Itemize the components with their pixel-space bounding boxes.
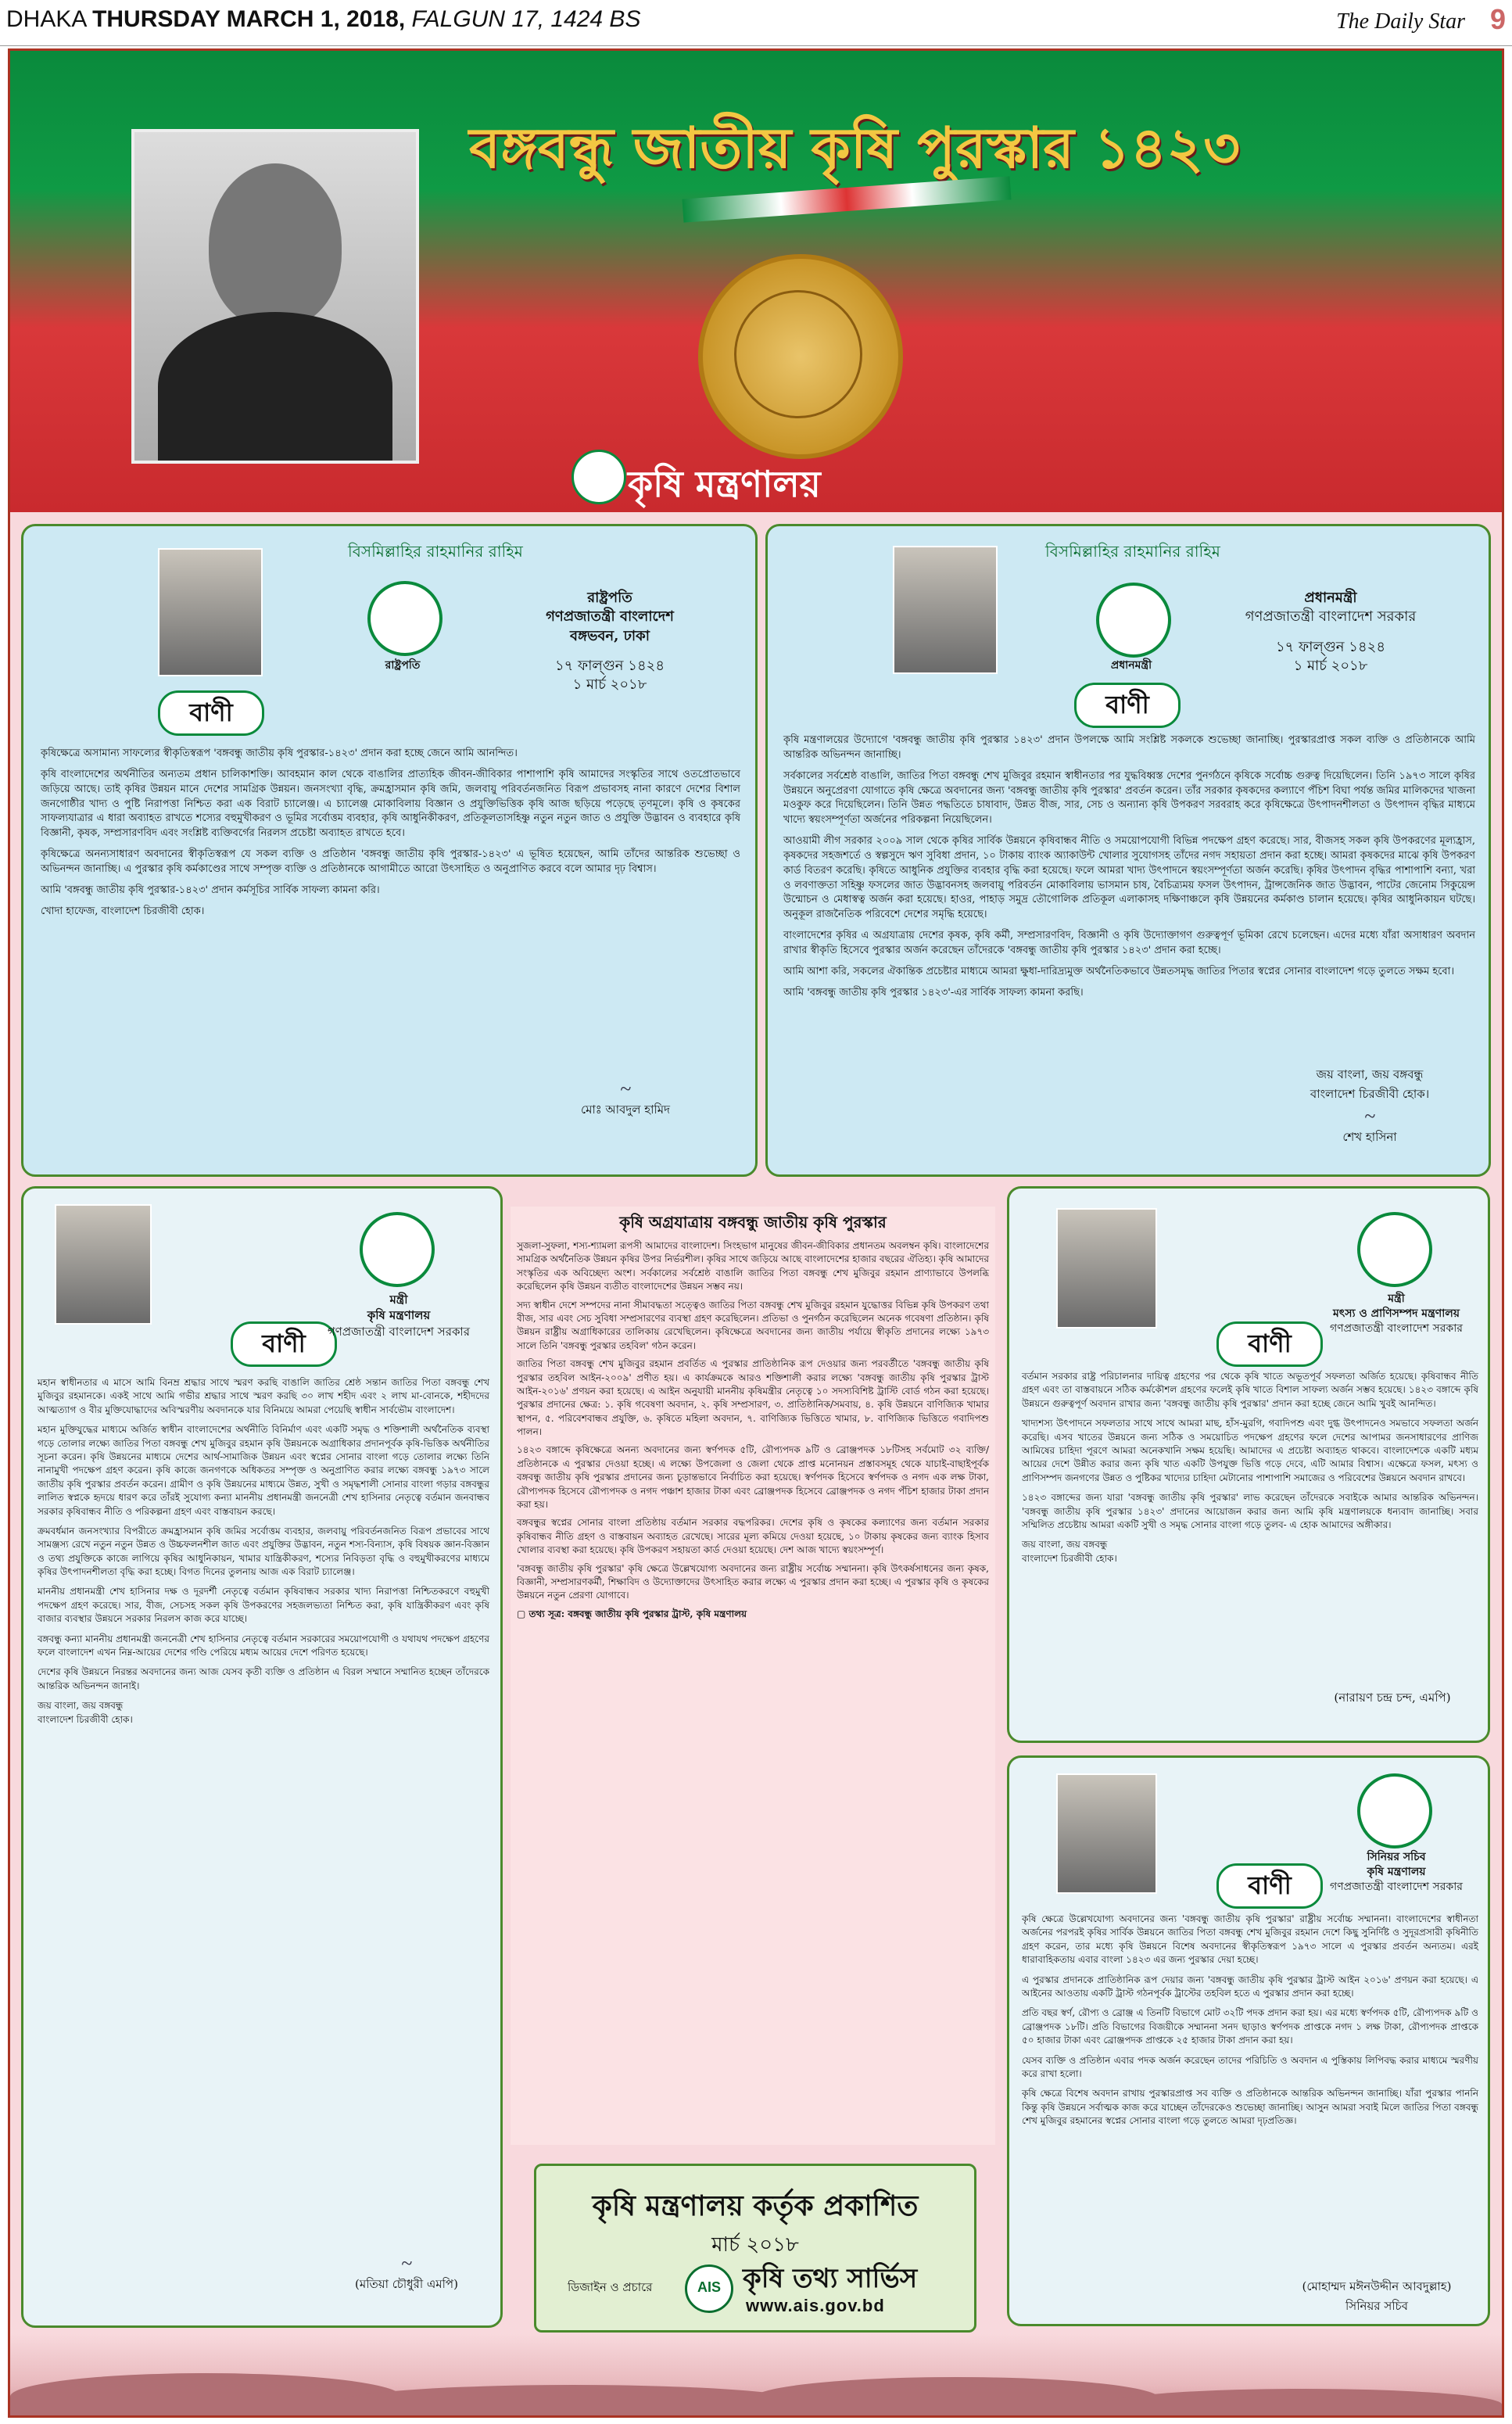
ais-url: www.ais.gov.bd <box>746 2296 885 2315</box>
paragraph: সুজলা-সুফলা, শস্য-শ্যামলা রূপসী আমাদের বাংলাদেশ। সিংহভাগ মানুষের জীবন-জীবিকার প্রধানতম অবলম্বন কৃষি। বাংলাদেশের সামগ্রিক অর্থনৈতিক উন্নয়ন কৃষির উপর নির্ভরশীল। কৃষির সাথে জড়িয়ে আছে বাংলাদেশের হাজার বছরের ঐতিহ্য। কৃষি আমাদের সংস্কৃতির এক অবিচ্ছেদ্য অংশ। সর্বকালের সর্বশ্রেষ্ঠ বাঙালি জাতির পিতা বঙ্গবন্ধু শেখ মুজিবুর রহমান প্রাণ্যাভাবে উপলব্ধি করেছিলেন কৃষি উন্নয়ন ব্যতীত বাংলাদেশের উন্নয়ন সম্ভব নয়। <box>517 1240 989 1293</box>
paragraph: ১৪২৩ বঙ্গাব্দে কৃষিক্ষেত্রে অনন্য অবদানের জন্য স্বর্ণপদক ৫টি, রৌপ্যপদক ৯টি ও ব্রোঞ্জপদক ১৮টিসহ সর্বমোট ৩২ ব্যক্তি/প্রতিষ্ঠানকে এ পুরস্কার দেওয়া হচ্ছে। এ লক্ষ্যে উপজেলা ও জেলা থেকে প্রাপ্ত মনোনয়ন প্রস্তাবসমূহ থেকে যাচাই-বাছাইপূর্বক বঙ্গবন্ধু জাতীয় কৃষি পুরস্কার প্রদানের জন্য চূড়ান্তভাবে নির্বাচিত করা হয়েছে। স্বর্ণপদক হিসেবে স্বর্ণপদক ও নগদ এক লক্ষ টাকা, রৌপ্যপদক হিসেবে রৌপ্যপদক ও নগদ পঞ্চাশ হাজার টাকা এবং ব্রোঞ্জপদক হিসেবে ব্রোঞ্জপদক ও নগদ পঁচিশ হাজার টাকা প্রদান করা হয়। <box>517 1444 989 1511</box>
paragraph: কৃষিক্ষেত্রে অনন্যসাধারণ অবদানের স্বীকৃতিস্বরূপ যে সকল ব্যক্তি ও প্রতিষ্ঠান 'বঙ্গবন্ধু জাতীয় কৃষি পুরস্কার-১৪২৩' এ ভূষিত হয়েছেন, আমি তাঁদের আন্তরিক শুভেচ্ছা ও অভিনন্দন জানাচ্ছি। এ পুরস্কার কৃষি কর্মকাণ্ডের সাথে সম্পৃক্ত ব্যক্তি ও প্রতিষ্ঠানকে আগামীতে আরো উৎসাহিত ও অনুপ্রাণিত করবে বলে আমার দৃঢ় বিশ্বাস। <box>41 848 740 875</box>
fisheries-minister-photo <box>1056 1208 1157 1329</box>
paragraph: কৃষি ক্ষেত্রে বিশেষ অবদান রাখায় পুরস্কারপ্রাপ্ত সব ব্যক্তি ও প্রতিষ্ঠানকে আন্তরিক অভিনন্দন জানাচ্ছি। যাঁরা পুরস্কার পাননি কিন্তু কৃষি উন্নয়নে সর্বাত্মক কাজ করে যাচ্ছেন তাঁদেরকেও শুভেচ্ছা জানাচ্ছি। আসুন আমরা সবাই মিলে জাতির পিতা বঙ্গবন্ধু শেখ মুজিবুর রহমানের স্বপ্নের সোনার বাংলা গড়ে তুলতে আমরা দৃঢ়প্রতিজ্ঞ। <box>1022 2088 1478 2127</box>
pm-message <box>765 524 1491 1177</box>
publication-box <box>534 2164 976 2333</box>
fisheries-seal-icon <box>1357 1212 1432 1287</box>
secretary-message-body <box>1022 1913 1478 2134</box>
paragraph: খোদা হাফেজ, বাংলাদেশ চিরজীবী হোক। <box>41 905 205 917</box>
paragraph: প্রতি বছর স্বর্ণ, রৌপ্য ও ব্রোঞ্জ এ তিনটি বিভাগে মোট ৩২টি পদক প্রদান করা হয়। এর মধ্যে স্বর্ণপদক ৫টি, রৌপ্যপদক ৯টি ও ব্রোঞ্জপদক ১৮টি। প্রতি বিভাগের বিজয়ীকে সম্মাননা সনদ ছাড়াও স্বর্ণপদক প্রাপ্তকে নগদ ১ লক্ষ টাকা, রৌপ্যপদক প্রাপ্তকে ৫০ হাজার টাকা এবং ব্রোঞ্জপদক প্রাপ্তকে ২৫ হাজার টাকা প্রদান করা হয়। <box>1022 2007 1478 2046</box>
masthead-date: DHAKA THURSDAY MARCH 1, 2018, FALGUN 17, 1424 BS <box>6 6 641 32</box>
closing-line: জয় বাংলা, জয় বঙ্গবন্ধু <box>1022 1539 1108 1551</box>
signature-scribble: ~ <box>400 2252 413 2275</box>
award-banner <box>10 51 1502 512</box>
paragraph: আমি 'বঙ্গবন্ধু জাতীয় কৃষি পুরস্কার ১৪২৩'-এর সার্বিক সাফল্য কামনা করছি। <box>783 986 1084 999</box>
paragraph: জাতির পিতা বঙ্গবন্ধু শেখ মুজিবুর রহমান প্রবর্তিত এ পুরস্কার প্রাতিষ্ঠানিক রূপ দেওয়ার জন্য পরবর্তীতে 'বঙ্গবন্ধু জাতীয় কৃষি পুরস্কার তহবিল আইন-২০০৯' প্রণীত হয়। এ কার্যক্রমকে আরও শক্তিশালী করার লক্ষ্যে 'বঙ্গবন্ধু জাতীয় কৃষি পুরস্কার ট্রাস্ট আইন-২০১৬' প্রণয়ন করা হয়েছে। এ আইন অনুযায়ী মাননীয় কৃষিমন্ত্রীর নেতৃত্বে ১০ সদস্যবিশিষ্ট ট্রাস্টি বোর্ড গঠন করা হয়েছে। পুরস্কার প্রদানের ক্ষেত্র: ১. কৃষি গবেষণা অবদান, ২. কৃষি সম্প্রসারণ, ৩. প্রাতিষ্ঠানিক/সমবায়, ৪. কৃষি উন্নয়নে বাণিজ্যিক খামার স্থাপন, ৫. পরিবেশবান্ধব প্রযুক্তি, ৬. কৃষিতে মহিলা অবদান, ৭. বাণিজ্যিক ভিত্তিতে খামার, ৮. বাণিজ্যিক ভিত্তিতে গবাদিপশু পালন। <box>517 1358 989 1438</box>
paragraph: আওয়ামী লীগ সরকার ২০০৯ সাল থেকে কৃষির সার্বিক উন্নয়নে কৃষিবান্ধব নীতি ও সময়োপযোগী বিভিন্ন পদক্ষেপ গ্রহণ করেছে। সার, বীজসহ সকল কৃষি উপকরণের মূল্যহ্রাস, কৃষকদের সহজশর্তে ও স্বল্পসুদে ঋণ সুবিধা প্রদান, ১০ টাকায় ব্যাংক অ্যাকাউন্ট খোলার সুযোগসহ তাঁদের নগদ সহায়তা প্রদান করা হচ্ছে। আমরা কৃষকদের মাঝে কৃষি উপকরণ কার্ড বিতরণ করেছি। কৃষিতে আধুনিক প্রযুক্তির ব্যবহার বৃদ্ধি করা হয়েছে। ফলে আমরা খাদ্য উৎপাদনে স্বয়ংসম্পূর্ণতা অর্জন করেছি। কৃষির উৎপাদন বৃদ্ধির পাশাপাশি বন্যা, খরা ও লবণাক্ততা সহিষ্ণু ফসলের জাত উদ্ভাবনসহ জলবায়ু পরিবর্তন মোকাবিলায় ভাসমান চাষ, বৈচিত্র্যময় ফসল উৎপাদন, ট্রান্সজেনিক জাত উদ্ভাবন, পাটের জেনোম সিকুয়েন্স উন্মোচন ও মেধাস্বত্ব অর্জন করা হয়েছে। হাওর, পাহাড় সমুদ্র তৌগোলিক প্রতিকূল এলাকাসহ দক্ষিণাঞ্চলে কৃষি উন্নয়নের কর্মকাণ্ড চালান হয়েছে। কৃষির আধুনিকায়ন ঘটছে। অনুকূল রাজনৈতিক পরিবেশে দেশের সমৃদ্ধি হয়েছে। <box>783 835 1475 921</box>
paragraph: ১৪২৩ বঙ্গাব্দের জন্য যারা 'বঙ্গবন্ধু জাতীয় কৃষি পুরস্কার' লাভ করেছেন তাঁদেরকে সবাইকে আমার আন্তরিক অভিনন্দন। 'বঙ্গবন্ধু জাতীয় কৃষি পুরস্কার ১৪২৩' প্রদানের আয়োজন করার জন্য আমি কৃষি মন্ত্রণালয়কে ধন্যবাদ জানাচ্ছি। সবার সম্মিলিত প্রচেষ্টায় আমরা একটি সুখী ও সমৃদ্ধ সোনার বাংলা গড়ে তুলব- এ হোক আমাদের অঙ্গীকার। <box>1022 1492 1478 1530</box>
bismillah-text: বিসমিল্লাহির রাহমানির রাহিম <box>348 542 523 561</box>
paragraph: বঙ্গবন্ধু কন্যা মাননীয় প্রধানমন্ত্রী জননেত্রী শেখ হাসিনার নেতৃত্বে বর্তমান সরকারের সময়োপযোগী ও যথাযথ পদক্ষেপ গ্রহণের ফলে বাংলাদেশ এখন নিম্ন-আয়ের দেশের গণ্ডি পেরিয়ে মধ্যম আয়ের দেশে পরিণত হয়েছে। <box>38 1633 489 1658</box>
paragraph: খাদ্যশস্য উৎপাদনে সফলতার সাথে সাথে আমরা মাছ, হাঁস-মুরগি, গবাদিপশু এবং দুগ্ধ উৎপাদনেও সমভাবে সফলতা অর্জন করেছি। এসব খাতের উন্নয়নে জন্য সঠিক ও সময়োচিত পদক্ষেপ গ্রহণের ফলে দেশের আপামর জনসাধারণের প্রাণিজ আমিষের চাহিদা পূরণে আমরা অনেকখানি সক্ষম হয়েছি। আমাদের এ প্রচেষ্টা অব্যাহত থাকবে। বাংলাদেশকে একটি মধ্যম আয়ের দেশে উন্নীত করার জন্য কৃষি খাত একটি উপযুক্ত ভিত্তি গড়ে দেবে, এটি আমার বিশ্বাস। এক্ষেত্রে ফসল, মৎস্য ও প্রাণিসম্পদ জনগণের উন্নত ও পুষ্টিকর খাদ্যের চাহিদা মেটানোর পাশাপাশি সমাজের ও পরিবেশের উন্নয়নে অবদান রাখবে। <box>1022 1418 1478 1483</box>
paragraph: যেসব ব্যক্তি ও প্রতিষ্ঠান এবার পদক অর্জন করেছেন তাদের পরিচিতি ও অবদান এ পুস্তিকায় লিপিবদ্ধ করার মাধ্যমে স্মরণীয় করে রাখা হলো। <box>1022 2054 1478 2079</box>
ministry-logo-icon <box>571 450 626 504</box>
paragraph: এ পুরস্কার প্রদানকে প্রাতিষ্ঠানিক রূপ দেয়ার জন্য 'বঙ্গবন্ধু জাতীয় কৃষি পুরস্কার ট্রাস্ট আইন ২০১৬' প্রণয়ন করা হয়েছে। এ আইনের আওতায় একটি ট্রাস্ট গঠনপূর্বক ট্রাস্টের তহবিল হতে এ পুরস্কার প্রদান করা হচ্ছে। <box>1022 1974 1478 1999</box>
banner-title: বঙ্গবন্ধু জাতীয় কৃষি পুরস্কার ১৪২৩ <box>468 114 1241 181</box>
publication-title: কৃষি মন্ত্রণালয় কর্তৃক প্রকাশিত <box>592 2189 919 2222</box>
article-title: কৃষি অগ্রযাত্রায় বঙ্গবন্ধু জাতীয় কৃষি পুরস্কার <box>619 1213 887 1232</box>
paragraph: ক্রমবর্ধমান জনসংখ্যার বিপরীতে ক্রমহ্রাসমান কৃষি জমির সর্বোত্তম ব্যবহার, জলবায়ু পরিবর্তনজনিত বিরূপ প্রভাবের সাথে সামঞ্জস্য রেখে নতুন নতুন উন্নত ও উচ্চফলনশীল জাত এবং প্রযুক্তির উদ্ভাবন, নতুন শস্য-বিন্যাস, কৃষি বিষয়ক জ্ঞান-বিজ্ঞান ও তথ্য প্রযুক্তিকে কাজে লাগিয়ে কৃষির আধুনিকায়ন, খামার যান্ত্রিকীকরণ, শস্যের নিবিড়তা বৃদ্ধি ও বহুমুখীকরণের মাধ্যমে কৃষির উৎপাদনশীলতা বৃদ্ধি করা হচ্ছে। বিগত দিনের তুলনায় আজ এক বিরাট চ্যালেঞ্জ। <box>38 1525 489 1578</box>
pm-photo <box>893 546 998 674</box>
seal-caption: রাষ্ট্রপতি <box>385 659 421 672</box>
seal-caption: প্রধানমন্ত্রী <box>1110 659 1152 672</box>
vani-badge: বাণী <box>1074 683 1181 728</box>
fisheries-signature: (নারায়ণ চন্দ্র চন্দ, এমপি) <box>1334 1691 1451 1705</box>
pm-header: প্রধানমন্ত্রী গণপ্রজাতন্ত্রী বাংলাদেশ সরকার ১৭ ফাল্গুন ১৪২৪ ১ মার্চ ২০১৮ <box>1245 590 1417 674</box>
minister-message-body <box>38 1376 489 1733</box>
fisheries-message-body <box>1022 1370 1478 1572</box>
page-number: 9 <box>1489 3 1506 35</box>
bangabandhu-portrait <box>131 129 419 464</box>
pm-seal-icon <box>1096 583 1171 658</box>
signature-scribble: ~ <box>1363 1105 1376 1128</box>
ais-name: কৃষি তথ্য সার্ভিস <box>743 2263 918 2294</box>
award-medal-icon <box>698 254 903 459</box>
pm-message-body <box>783 733 1475 1007</box>
article-source: ▢ তথ্য সূত্র: বঙ্গবন্ধু জাতীয় কৃষি পুরস্কার ট্রাস্ট, কৃষি মন্ত্রণালয় <box>517 1608 747 1619</box>
secretary-seal-icon <box>1357 1773 1432 1848</box>
masthead <box>0 0 1512 46</box>
minister-photo <box>55 1204 152 1325</box>
president-photo <box>158 548 263 676</box>
paragraph: দেশের কৃষি উন্নয়নে নিরন্তর অবদানের জন্য আজ যেসব কৃতী ব্যক্তি ও প্রতিষ্ঠান এ বিরল সম্মানে সম্মানিত হচ্ছেন তাঁদেরকে আন্তরিক অভিনন্দন জানাই। <box>38 1666 489 1691</box>
minister-signature: ~ (মতিয়া চৌধুরী এমপি) <box>328 2252 485 2295</box>
vani-badge: বাণী <box>1216 1863 1323 1909</box>
president-signature: ~ মোঃ আবদুল হামিদ <box>539 1078 711 1121</box>
ais-logo-icon: AIS <box>685 2264 733 2313</box>
closing-line: জয় বাংলা, জয় বঙ্গবন্ধু <box>38 1700 124 1712</box>
minister-header: মন্ত্রী কৃষি মন্ত্রণালয় গণপ্রজাতন্ত্রী বাংলাদেশ সরকার <box>327 1293 471 1339</box>
publication-date: মার্চ ২০১৮ <box>711 2233 799 2257</box>
paragraph: বর্তমান সরকার রাষ্ট্র পরিচালনার দায়িত্ব গ্রহণের পর থেকে কৃষি খাতে অভূতপূর্ব সফলতা অর্জিত হয়েছে। কৃষিবান্ধব নীতি গ্রহণ এবং তা বাস্তবায়নে সঠিক কর্মকৌশল গ্রহণের ফলেই কৃষি খাতে বিশাল সাফল্য অর্জন সম্ভব হয়েছে। ১৪২৩ বঙ্গাব্দে কৃষি উন্নয়নে গুরুত্বপূর্ণ অবদান রাখার জন্য 'বঙ্গবন্ধু জাতীয় কৃষি পুরস্কার' প্রদান করা হচ্ছে জেনে আমি খুবই আনন্দিত। <box>1022 1371 1478 1409</box>
secretary-signature: (মোহাম্মদ মঈনউদ্দীন আবদুল্লাহ) সিনিয়র সচিব <box>1302 2279 1452 2313</box>
paragraph: কৃষি বাংলাদেশের অর্থনীতির অন্যতম প্রধান চালিকাশক্তি। আবহমান কাল থেকে বাঙালির প্রাত্যহিক জীবন-জীবিকার পাশাপাশি কৃষি আমাদের সংস্কৃতির সাথে ওতপ্রোতভাবে জড়িয়ে আছে। তাই কৃষির উন্নয়ন মানে দেশের সামগ্রিক উন্নয়ন। জনসংখ্যা বৃদ্ধি, ক্রমহ্রাসমান কৃষি জমি, জলবায়ু পরিবর্তনজনিত বিরূপ প্রভাবসহ নানা কারণে দেশের বিশাল জনগোষ্ঠীর খাদ্য ও পুষ্টি নিরাপত্তা নিশ্চিত করা এক বিরাট চ্যালেঞ্জ। এ চ্যালেঞ্জ মোকাবিলায় বিজ্ঞান ও প্রযুক্তিভিত্তিক কৃষি আজ ছড়িয়ে পড়েছে তৃণমূলে। কৃষি ও কৃষকের সাফল্যযাত্রার এ ধারা অব্যাহত রাখতে শস্যের বহুমুখীকরণ ও ভূমির সর্বোত্তম ব্যবহার, কৃষি আধুনিকীকরণ, প্রতিকূলতাসহিষ্ণু নতুন নতুন জাত ও প্রযুক্তি উদ্ভাবন ও ব্যবহারে কৃষি বিজ্ঞানী, কৃষক, সম্প্রসারণবিদ এবং সংশ্লিষ্ট ব্যক্তিবর্গের নিরলস প্রচেষ্টা অব্যাহত রাখতে হবে। <box>41 768 740 840</box>
president-message-body <box>41 747 740 925</box>
design-credit: ডিজাইন ও প্রচারে <box>568 2280 653 2294</box>
paragraph: কৃষি মন্ত্রণালয়ের উদ্যোগে 'বঙ্গবন্ধু জাতীয় কৃষি পুরস্কার ১৪২৩' প্রদান উপলক্ষে আমি সংশ্লিষ্ট সকলকে শুভেচ্ছা জানাচ্ছি। পুরস্কারপ্রাপ্ত সকল ব্যক্তি ও প্রতিষ্ঠানকে আমি আন্তরিক অভিনন্দন জানাচ্ছি। <box>783 734 1475 761</box>
paragraph: মহান স্বাধীনতার এ মাসে আমি বিনম্র শ্রদ্ধার সাথে স্মরণ করছি বাঙালি জাতির শ্রেষ্ঠ সন্তান জাতির পিতা বঙ্গবন্ধু শেখ মুজিবুর রহমানকে। একই সাথে আমি গভীর শ্রদ্ধার সাথে স্মরণ করছি ৩০ লাখ শহীদ এবং ২ লাখ মা-বোনকে, শহীদদের আত্মত্যাগ ও বীর মুক্তিযোদ্ধাদের অবিস্মরণীয় অবদানকে যার বিনিময়ে আমরা পেয়েছি স্বাধীন সার্বভৌম বাংলাদেশ। <box>38 1377 489 1415</box>
paragraph: মাননীয় প্রধানমন্ত্রী শেখ হাসিনার দক্ষ ও দূরদর্শী নেতৃত্বে বর্তমান কৃষিবান্ধব সরকার খাদ্য নিরাপত্তা নিশ্চিতকরণে বহুমুখী পদক্ষেপ গ্রহণ করেছে। সার, বীজ, সেচসহ সকল কৃষি উপকরণের সহজলভ্যতা নিশ্চিত করা, কৃষি যান্ত্রিকীকরণ এবং কৃষি বাজার ব্যবস্থার উন্নয়নে সরকার নিরলস কাজ করে যাচ্ছে। <box>38 1586 489 1625</box>
vani-badge: বাণী <box>1216 1321 1323 1367</box>
pm-closing: জয় বাংলা, জয় বঙ্গবন্ধু বাংলাদেশ চিরজীবী হোক। ~ শেখ হাসিনা <box>1268 1066 1471 1148</box>
farm-scene-illustration <box>10 2334 1502 2418</box>
newspaper-logo: The Daily Star <box>1336 9 1465 34</box>
minister-message <box>21 1186 503 2328</box>
paragraph: কৃষি ক্ষেত্রে উল্লেখযোগ্য অবদানের জন্য 'বঙ্গবন্ধু জাতীয় কৃষি পুরস্কার' রাষ্ট্রীয় সর্বোচ্চ সম্মাননা। বাংলাদেশের স্বাধীনতা অর্জনের পরপরই কৃষির সার্বিক উন্নয়নে জাতির পিতা বঙ্গবন্ধু শেখ মুজিবুর রহমান দেশে কিছু সুনির্দিষ্ট ও সুদূরপ্রসারী কৃষিনীতি গ্রহণ করেন, তার মধ্যে কৃষি উন্নয়নে বিশেষ অবদানের স্বীকৃতিস্বরূপ ১৯৭৩ সালে এ পুরস্কার প্রবর্তন অন্যতম। এরই ধারাবাহিকতায় এবার বাংলা ১৪২৩ এর জন্য পুরস্কার দেয়া হচ্ছে। <box>1022 1913 1478 1966</box>
paragraph: সর্বকালের সর্বশ্রেষ্ঠ বাঙালি, জাতির পিতা বঙ্গবন্ধু শেখ মুজিবুর রহমান স্বাধীনতার পর যুদ্ধবিধ্বস্ত দেশের পুনর্গঠনে কৃষিকে সর্বোচ্চ গুরুত্ব দিয়েছিলেন। তিনি ১৯৭৩ সালে কৃষির উন্নয়নে অনুপ্রেরণা যোগাতে কৃষি ক্ষেত্রে অবদানের জন্য 'বঙ্গবন্ধু জাতীয় কৃষি পুরস্কার' প্রবর্তন করেন। তাঁর সরকার কৃষকদের কল্যাণে পঁচিশ বিঘা পর্যন্ত জমির মালিকদের খাজনা মওকুফ করে দিয়েছিলেন। তিনি উন্নত পদ্ধতিতে চাষাবাদ, উন্নত বীজ, সার, সেচ ও অন্যান্য কৃষি উপকরণ সরবরাহ করে কৃষিক্ষেত্রে উৎপাদনশীলতা ও উৎপাদন বৃদ্ধির মাধ্যমে খাদ্যে স্বয়ংসম্পূর্ণতা অর্জনের পরিকল্পনা নিয়েছিলেন। <box>783 769 1475 827</box>
feature-article <box>511 1207 995 2145</box>
ministry-seal-icon <box>360 1212 435 1287</box>
closing-line: বাংলাদেশ চিরজীবী হোক। <box>1022 1552 1117 1564</box>
vani-badge: বাণী <box>158 690 264 736</box>
secretary-message <box>1007 1755 1490 2326</box>
signature-scribble: ~ <box>619 1078 632 1100</box>
ministry-name: কৃষি মন্ত্রণালয় <box>628 463 821 505</box>
article-body <box>517 1239 989 1626</box>
fisheries-header: মন্ত্রী মৎস্য ও প্রাণিসম্পদ মন্ত্রণালয় গণপ্রজাতন্ত্রী বাংলাদেশ সরকার <box>1330 1293 1463 1335</box>
advertisement <box>8 48 1504 2418</box>
president-header: রাষ্ট্রপতি গণপ্রজাতন্ত্রী বাংলাদেশ বঙ্গভবন, ঢাকা ১৭ ফাল্গুন ১৪২৪ ১ মার্চ ২০১৮ <box>546 590 674 694</box>
paragraph: বাংলাদেশের কৃষির এ অগ্রযাত্রায় দেশের কৃষক, কৃষি কর্মী, সম্প্রসারণবিদ, বিজ্ঞানী ও কৃষি উদ্যোক্তাগণ গুরুত্বপূর্ণ ভূমিকা রেখে চলেছেন। এদের মধ্যে যাঁরা অসাধারণ অবদান রাখার স্বীকৃতি হিসেবে পুরস্কার অর্জন করেছেন তাঁদেরকে 'বঙ্গবন্ধু জাতীয় কৃষি পুরস্কার ১৪২৩' প্রদান করা হচ্ছে। <box>783 930 1475 956</box>
closing-line: বাংলাদেশ চিরজীবী হোক। <box>38 1713 133 1725</box>
paragraph: কৃষিক্ষেত্রে অসামান্য সাফল্যের স্বীকৃতিস্বরূপ 'বঙ্গবন্ধু জাতীয় কৃষি পুরস্কার-১৪২৩' প্রদান করা হচ্ছে জেনে আমি আনন্দিত। <box>41 748 518 759</box>
president-message <box>21 524 758 1177</box>
secretary-header: সিনিয়র সচিব কৃষি মন্ত্রণালয় গণপ্রজাতন্ত্রী বাংলাদেশ সরকার <box>1330 1851 1463 1893</box>
paragraph: বঙ্গবন্ধুর স্বপ্নের সোনার বাংলা প্রতিষ্ঠায় বর্তমান সরকার বদ্ধপরিকর। দেশের কৃষি ও কৃষকের কল্যাণের জন্য বর্তমান সরকার কৃষিবান্ধব নীতি গ্রহণ ও বাস্তবায়ন অব্যাহত রেখেছে। সারের মূল্য কমিয়ে দেওয়া হয়েছে, ১০ টাকায় কৃষকের জন্য ব্যাংক হিসাব খোলার ব্যবস্থা করা হয়েছে। কৃষি উপকরণ সহায়তা কার্ড দেওয়া হয়েছে। দেশ আজ খাদ্যে স্বয়ংসম্পূর্ণ। <box>517 1517 989 1556</box>
paragraph: 'বঙ্গবন্ধু জাতীয় কৃষি পুরস্কার' কৃষি ক্ষেত্রে উল্লেখযোগ্য অবদানের জন্য রাষ্ট্রীয় সর্বোচ্চ সম্মাননা। কৃষি উৎকর্ষসাধনের জন্য কৃষক, বিজ্ঞানী, সম্প্রসারণকর্মী, শিক্ষাবিদ ও উদ্যোক্তাদের উৎসাহিত করার লক্ষ্যে এ পুরস্কার প্রদান করা হচ্ছে। এ পুরস্কার কৃষি ও কৃষকের উন্নয়নে নতুন প্রেরণা যোগাবে। <box>517 1562 989 1601</box>
vani-badge: বাণী <box>231 1321 337 1367</box>
paragraph: মহান মুক্তিযুদ্ধের মাধ্যমে অর্জিত স্বাধীন বাংলাদেশের অর্থনীতি বিনির্মাণ এবং একটি সমৃদ্ধ ও শক্তিশালী অর্থনৈতিক ব্যবস্থা গড়ে তোলার লক্ষ্যে জাতির পিতা বঙ্গবন্ধু শেখ মুজিবুর রহমান কৃষি উন্নয়নকে অগ্রাধিকার প্রদানপূর্বক কৃষি-ভিত্তিক অর্থনীতির সূচনা করেন। কৃষি উন্নয়নের মাধ্যমে দেশের আর্থ-সামাজিক উন্নয়ন এবং স্বপ্নের সোনার বাংলা গড়ে তোলার লক্ষ্যে তিনি নানামুখী পদক্ষেপ গ্রহণ করেন। কৃষি কাজে জনগণকে অধিকতর সম্পৃক্ত ও অনুপ্রাণিত করার লক্ষ্যে বঙ্গবন্ধু ১৯৭৩ সালে জাতীয় কৃষি পুরস্কার প্রবর্তন করেন। গ্রামীণ ও কৃষি উন্নয়নের মাধ্যমে উন্নত, সুখী ও সমৃদ্ধশালী সোনার বাংলা গড়ার বঙ্গবন্ধুর লালিত স্বপ্নকে হৃদয়ে ধারণ করে তাঁরই সুযোগ্য কন্যা মাননীয় প্রধানমন্ত্রী জননেত্রী শেখ হাসিনার নেতৃত্বে বর্তমান জনবান্ধব সরকার কৃষিবান্ধব নীতি ও পরিকল্পনা গ্রহণ এবং বাস্তবায়ন করছে। <box>38 1424 489 1517</box>
paragraph: আমি আশা করি, সকলের ঐকান্তিক প্রচেষ্টার মাধ্যমে আমরা ক্ষুধা-দারিদ্র্যমুক্ত অর্থনৈতিকভাবে উন্নতসমৃদ্ধ জাতির পিতার স্বপ্নের সোনার বাংলাদেশ গড়ে তুলতে সক্ষম হবো। <box>783 965 1455 977</box>
paragraph: আমি 'বঙ্গবন্ধু জাতীয় কৃষি পুরস্কার-১৪২৩' প্রদান কর্মসূচির সার্বিক সাফল্য কামনা করি। <box>41 884 380 896</box>
secretary-photo <box>1056 1773 1157 1894</box>
fisheries-minister-message <box>1007 1186 1490 1743</box>
paragraph: সদ্য স্বাধীন দেশে সম্পদের নানা সীমাবদ্ধতা সত্ত্বেও জাতির পিতা বঙ্গবন্ধু শেখ মুজিবুর রহমান যুদ্ধোত্তর বিভিন্ন কৃষি উপকরণ তথা বীজ, সার এবং সেচ সুবিধা সম্প্রসারণের ব্যবস্থা গ্রহণ করেছিলেন। প্রতিভা ও পুনর্গঠন করেছিলেন অনেক গবেষণা প্রতিষ্ঠান। কৃষি উন্নয়ন রাষ্ট্রীয় অগ্রাধিকারের তালিকায় রেখেছিলেন। কৃষিক্ষেত্রে অবদানের জন্য জাতীয় পর্যায়ে স্বীকৃতি প্রদানের লক্ষ্যে ১৯৭৩ সালে তিনি 'বঙ্গবন্ধু পুরস্কার তহবিল' গঠন করেন। <box>517 1299 989 1351</box>
president-seal-icon <box>367 581 442 656</box>
bismillah-text: বিসমিল্লাহির রাহমানির রাহিম <box>1045 542 1220 561</box>
